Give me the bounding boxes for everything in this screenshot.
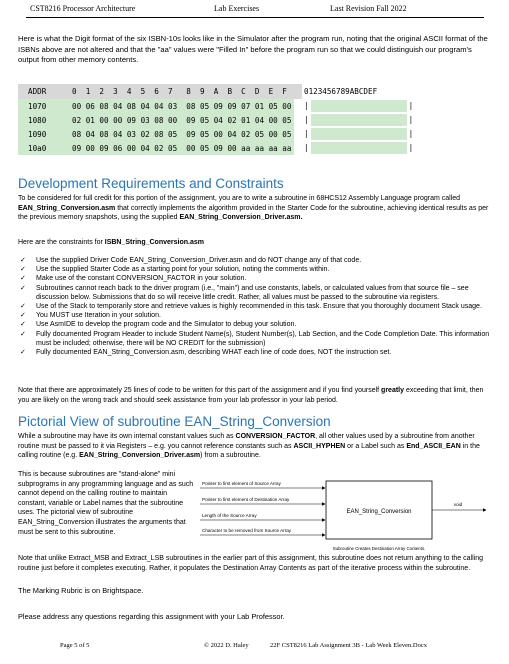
constraints-list [18, 256, 494, 357]
footer-copyright: © 2022 D. Haley [204, 642, 249, 649]
questions-note: Please address any questions regarding this assignment with your Lab Professor. [18, 612, 285, 621]
rubric-note: The Marking Rubric is on Brightspace. [18, 586, 144, 595]
header-rule [26, 17, 484, 18]
standalone-explanation: This is because subroutines are "stand-alone" mini subprograms in any programming language and as such cannot depend on the calling routine to maintain constant, variable or Label names that the subroutine uses. The pictorial view of subroutine EAN_String_Conversion illustrates the arguments that must be sent to this subroutine. [18, 471, 194, 536]
memory-header-row [18, 84, 415, 99]
diagram-input-length: Length of the Source Array [202, 513, 257, 518]
memory-row-bytes: 08 04 08 04 03 02 08 05 09 05 00 04 02 05 00 05 [70, 127, 294, 141]
memory-header-bytes: 0 1 2 3 4 5 6 7 8 9 A B C D E F [70, 84, 294, 99]
memory-row-ascii: | | [304, 143, 414, 152]
checkmark-icon: ✓ [20, 303, 26, 311]
memory-row-ascii: | | [304, 129, 414, 138]
requirements-paragraph: To be considered for full credit for this portion of the assignment, you are to write a subroutine in 68HCS12 Assembly Language program called EAN_String_Conversion.asm that correctly implements the algorithm provided in the Starter Code for the subroutine, achieving identical results as per the previous memory snapshots, using the supplied EAN_String_Conversion_Driver.asm. [18, 195, 489, 222]
list-item: ✓ You MUST use Iteration in your solution. [20, 312, 161, 320]
checkmark-icon: ✓ [20, 321, 26, 329]
section-heading-pictorial: Pictorial View of subroutine EAN_String_Conversion [18, 414, 331, 429]
header-revision: Last Revision Fall 2022 [330, 4, 407, 13]
header-course: CST8216 Processor Architecture [30, 4, 136, 13]
list-item: ✓ Fully documented EAN_String_Conversion.asm, describing WHAT each line of code does, NOT the instruction set. [20, 349, 392, 357]
checkmark-icon: ✓ [20, 266, 26, 274]
memory-row-ascii: | | [304, 101, 414, 110]
section-heading-requirements: Development Requirements and Constraints [18, 176, 284, 191]
checkmark-icon: ✓ [20, 330, 26, 338]
footer-filename: 22F CST8216 Lab Assignment 3B - Lab Week Eleven.Docx [270, 642, 427, 649]
memory-row-bytes: 00 06 08 04 08 04 04 03 08 05 09 09 07 01 05 00 [70, 99, 294, 113]
diagram-input-dest-pointer: Pointer to first element of Destination Array [202, 497, 290, 502]
iterative-process-note: Note that unlike Extract_MSB and Extract_LSB subroutines in the earlier part of this assignment, this subroutine does not return anything to the calling routine just before it completes executing. Rather, it populates the Destination Array Contents as part of the iterative process within the subroutine. [18, 555, 483, 572]
subroutine-diagram [196, 473, 496, 563]
checkmark-icon: ✓ [20, 349, 26, 357]
memory-row [18, 99, 415, 113]
diagram-input-source-pointer: Pointer to first element of Source Array [202, 481, 281, 486]
list-item: ✓ Use the supplied Driver Code EAN_String_Conversion_Driver.asm and do NOT change any of that code. [20, 257, 362, 264]
diagram-caption: Subroutine Creates Destination Array Contents. [332, 546, 426, 551]
list-item: ✓ Subroutines cannot reach back to the driver program (i.e., "main") and use constants, labels, or calculated values from that source file – see discussion below. Submissions that do so will receive little credit. Rather, all values must be passed to the subroutine via registers. [20, 284, 469, 301]
constraints-intro: Here are the constraints for ISBN_String_Conversion.asm [18, 239, 204, 246]
list-item: ✓ Fully documented Program Header to include Student Name(s), Student Number(s), Lab Section, and the Code Completion Date. This information must be included; otherwise, there will be NO CREDIT for the submission) [20, 330, 490, 347]
checkmark-icon: ✓ [20, 257, 26, 264]
memory-header-ascii: 0123456789ABCDEF [302, 84, 415, 99]
diagram-input-char: Character to be removed from Source Array [202, 528, 292, 533]
header-section: Lab Exercises [214, 4, 260, 13]
page-header [0, 4, 509, 16]
checkmark-icon: ✓ [20, 312, 26, 320]
memory-row [18, 113, 415, 127]
footer-page-number: Page 5 of 5 [60, 642, 90, 649]
checkmark-icon: ✓ [20, 275, 26, 283]
list-item: ✓ Use the supplied Starter Code as a starting point for your solution, noting the comments within. [20, 266, 330, 274]
memory-row-addr: 1090 [18, 127, 70, 141]
pictorial-paragraph: While a subroutine may have its own internal constant values such as CONVERSION_FACTOR, all other values used by a subroutine from another routine must be passed to it via Registers – e.g. you cannot reference constants such as ASCII_HYPHEN or a Label such as End_ASCII_EAN in the calling routine (e.g. EAN_String_Conversion_Driver.asm) from a subroutine. [18, 433, 480, 460]
diagram-output-void: void [453, 502, 463, 507]
memory-row-bytes: 02 01 00 00 09 03 08 00 09 05 04 02 01 04 00 05 [70, 113, 294, 127]
memory-row-ascii: | | [304, 115, 414, 124]
list-item: ✓ Use AsmIDE to develop the program code and the Simulator to debug your solution. [20, 321, 297, 329]
memory-row-addr: 1070 [18, 99, 70, 113]
memory-row-addr: 1080 [18, 113, 70, 127]
code-length-note: Note that there are approximately 25 lines of code to be written for this part of the assignment and if you find yourself greatly exceeding that limit, then you are likely on the wrong track and should seek assistance from your lab professor in your lab period. [18, 387, 484, 404]
memory-row [18, 127, 415, 141]
memory-row-bytes: 09 00 09 06 00 04 02 05 00 05 09 00 aa aa aa aa [70, 141, 294, 155]
list-item: ✓ Use of the Stack to temporarily store and retrieve values is highly recommended in this task. Ensure that you thoroughly document Stack usage. [20, 303, 482, 311]
intro-paragraph: Here is what the Digit format of the six ISBN-10s looks like in the Simulator after the program run, noting that the original ASCII format of the ISBNs above are not altered and that the "aa" values were "Filled In" before the program run so that we could distinguish our program's output from other memory contents. [18, 34, 488, 65]
memory-row [18, 141, 415, 155]
subroutine-name: EAN_String_Conversion [346, 509, 412, 515]
memory-dump-table [18, 84, 415, 155]
memory-row-addr: 10a0 [18, 141, 70, 155]
checkmark-icon: ✓ [20, 284, 26, 292]
list-item: ✓ Make use of the constant CONVERSION_FACTOR in your solution. [20, 275, 247, 283]
memory-header-addr: ADDR [18, 84, 70, 99]
